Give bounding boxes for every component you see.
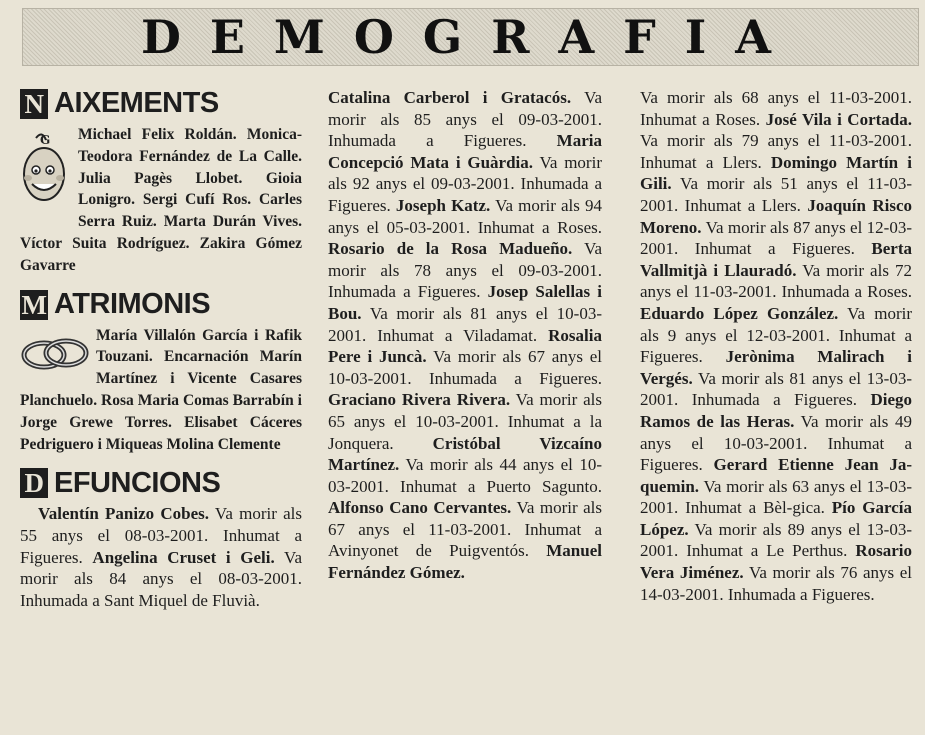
death-entry-name: Domingo Martín i Gili. (640, 152, 912, 194)
death-entry-details: Va morir als 63 anys el 13-03-2001. Inhumat a Bèl-gica. (640, 476, 912, 518)
masthead (22, 8, 919, 66)
death-entry-details: Va morir als 76 anys el 14-03-2001. Inhumada a Figueres. (640, 563, 912, 604)
death-entry-details: Va morir als 67 anys el 10-03-2001. Inhumada a Figueres. (328, 347, 602, 388)
death-entry-details: Va morir als 72 anys el 11-03-2001. Inhumada a Roses. (640, 260, 912, 302)
svg-text:G: G (40, 133, 51, 147)
death-entry-name: Catalina Carberol i Gratacós. (328, 88, 572, 107)
death-entry-details: Va morir als 78 anys el 09-03-2001. Inhumada a Figueres. (328, 239, 603, 302)
death-entry-details: Va morir als 44 anys el 10-03-2001. Inhumat a Puerto Sagunto. (328, 455, 602, 496)
death-entry-name: Jerònima Malirach i Vergés. (640, 347, 912, 388)
baby-face-icon (16, 128, 72, 212)
drop-initial: N (20, 89, 48, 119)
death-entry-details: Va morir als 68 anys el 11-03-2001. Inhumat a Roses. (640, 88, 912, 129)
death-entry-details: Va morir als 65 anys el 10-03-2001. Inhumat a la Jonquera. (328, 390, 602, 453)
column-2 (328, 87, 602, 584)
death-entry-name: Josep Salellas i Bou. (328, 282, 602, 323)
death-entry-name: Rosalia Pere i Juncà. (328, 325, 602, 367)
death-entry-name: José Vila i Cortada. (765, 109, 912, 129)
death-entry-details: Va morir als 81 anys el 13-03-2001. Inhumada a Figueres. (640, 368, 912, 410)
death-entry-name: Pío García López. (640, 498, 912, 539)
death-entry-details: Va morir als 79 anys el 11-03-2001. Inhumat a Llers. (640, 131, 912, 172)
death-entry-name: Graciano Rivera Rivera. (328, 390, 511, 410)
death-entry-details: Va morir als 89 anys el 13-03-2001. Inhumat a Le Perthus. (640, 519, 912, 561)
section-heading-matrimonis (20, 285, 302, 325)
death-entry-name: Eduardo López González. (640, 303, 839, 323)
death-entry-name: Gerard Etienne Jean Ja-quemin. (640, 455, 912, 496)
section-heading-naixements (20, 84, 302, 124)
death-entry-name: Rosario de la Rosa Madueño. (328, 239, 573, 259)
death-entry-name: Joseph Katz. (395, 195, 491, 215)
death-entry-name: Maria Concepció Mata i Guàrdia. (328, 131, 602, 172)
column-1 (20, 84, 302, 611)
death-entry-name: Manuel Fernández Gómez. (328, 541, 602, 583)
section-title: ATRIMONIS (54, 287, 211, 320)
death-entry-details: Va morir als 87 anys el 12-03-2001. Inhumat a Figueres. (640, 217, 912, 259)
marriages-list (20, 325, 302, 456)
death-entry-name: Rosario Vera Jiménez. (640, 541, 912, 583)
births-list (20, 124, 302, 277)
death-entry-name: Angelina Cruset i Geli. (92, 547, 275, 567)
section-heading-defuncions (20, 463, 302, 503)
death-entry-name: Cristóbal Vizcaíno Martínez. (328, 433, 602, 475)
death-entry-details: Va morir als 67 anys el 11-03-2001. Inhumat a Avinyonet de Puigventós. (328, 498, 602, 561)
death-entry-name: Berta Vallmitjà i Llauradó. (640, 239, 912, 280)
drop-initial: D (20, 468, 48, 498)
death-entry-name: Joaquín Risco Moreno. (640, 195, 912, 237)
death-entry-details: Va morir als 84 anys el 08-03-2001. Inhumada a Sant Miquel de Fluvià. (20, 547, 302, 610)
section-title: EFUNCIONS (54, 466, 221, 499)
death-entry-name: Valentín Panizo Cobes. (38, 504, 209, 524)
death-entry-details: Va morir als 85 anys el 09-03-2001. Inhumada a Figueres. (328, 88, 603, 151)
death-entry-details: Va morir als 94 anys el 05-03-2001. Inhumat a Roses. (328, 195, 602, 237)
section-title: AIXEMENTS (54, 87, 219, 120)
births-text: Michael Felix Roldán. Monica-Teodora Fernández de La Calle. Julia Pagès Llobet. Gioia Lonigro. Sergi Cufí Ros. Carles Serra Ruiz. Marta Durán Vives. Víctor Suita Rodríguez. Zakira Gómez Gavarre (20, 126, 302, 274)
death-entry-details: Va morir als 92 anys el 09-03-2001. Inhumada a Figueres. (328, 152, 602, 215)
death-entry-name: Diego Ramos de las Heras. (640, 390, 912, 431)
death-entry-details: Va morir als 51 anys el 11-03-2001. Inhumat a Llers. (640, 174, 912, 215)
drop-initial: M (21, 289, 47, 320)
deaths-col1 (20, 503, 302, 611)
death-entry-details: Va morir als 55 anys el 08-03-2001. Inhumat a Figueres. (20, 504, 302, 567)
marriages-text: María Villalón García i Rafik Touzani. Encarnación Marín Martínez i Vicente Casares Planchuelo. Rosa Maria Comas Barrabín i Jorge Grewe Torres. Elisabet Cáceres Pedriguero i Miqueas Molina Clemente (20, 326, 302, 453)
death-entry-details: Va morir als 49 anys el 10-03-2001. Inhumat a Figueres. (640, 411, 912, 475)
page-title: DEMOGRAFIA (140, 10, 800, 64)
death-entry-details: Va morir als 81 anys el 10-03-2001. Inhumat a Viladamat. (328, 303, 602, 345)
death-entry-name: Alfonso Cano Cervantes. (328, 498, 512, 518)
death-entry-details: Va morir als 9 anys el 12-03-2001. Inhumat a Figueres. (640, 303, 913, 367)
wedding-rings-icon (18, 331, 92, 375)
column-3 (640, 87, 912, 605)
